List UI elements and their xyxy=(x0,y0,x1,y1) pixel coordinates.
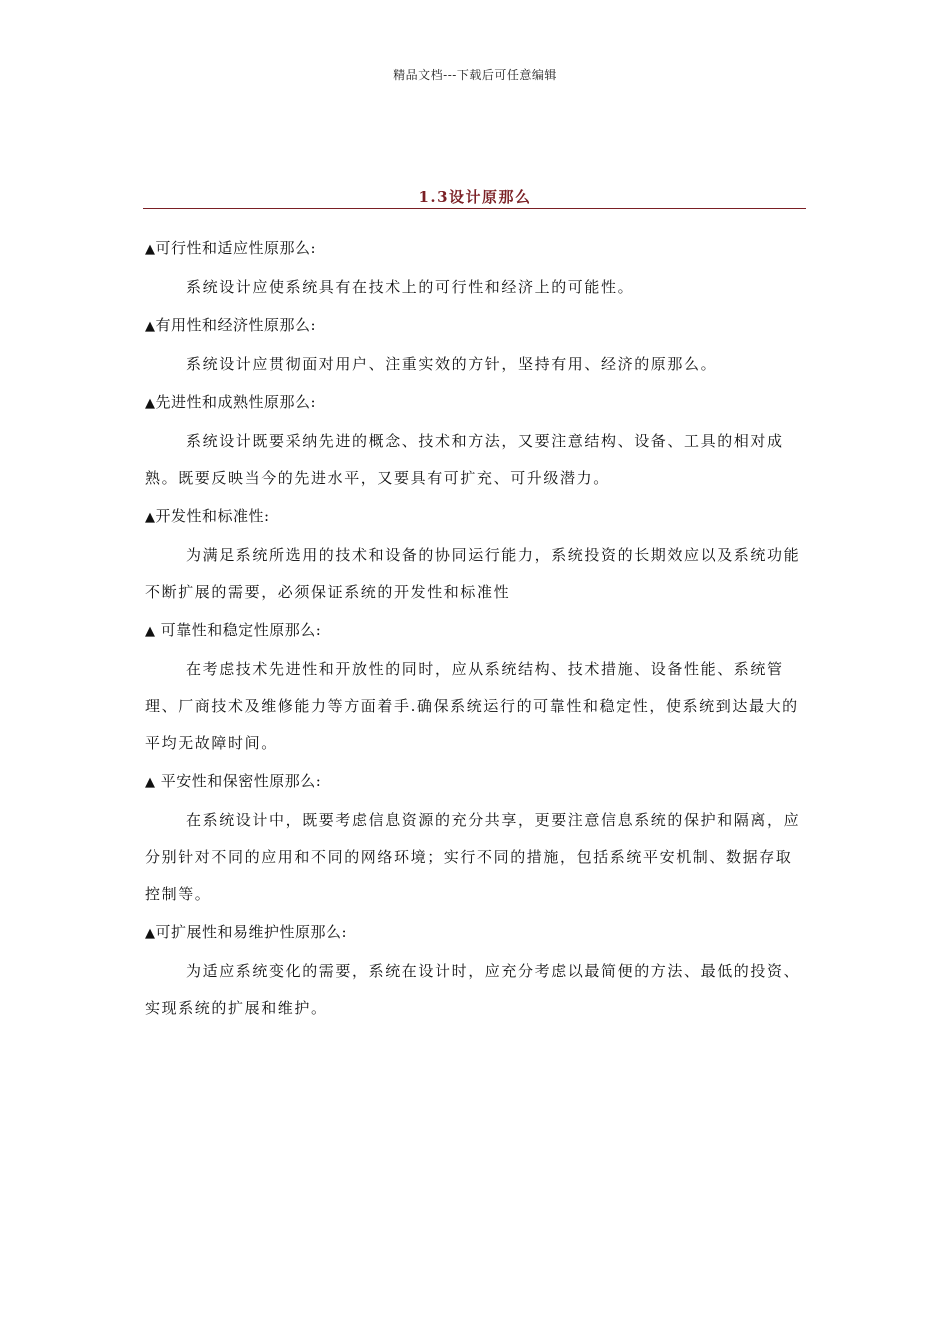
principle-advanced-maturity xyxy=(145,383,805,497)
page-header: 精品文档---下载后可任意编辑 xyxy=(393,68,557,82)
title-divider xyxy=(143,208,806,209)
document-body xyxy=(145,229,805,1027)
principle-body: 为适应系统变化的需要，系统在设计时，应充分考虑以最简便的方法、最低的投资、实现系统的扩展和维护。 xyxy=(145,962,801,1017)
principle-body: 系统设计既要采纳先进的概念、技术和方法，又要注意结构、设备、工具的相对成熟。既要反映当今的先进水平，又要具有可扩充、可升级潜力。 xyxy=(145,432,784,487)
principle-heading xyxy=(145,762,805,802)
principle-body: 系统设计应贯彻面对用户、注重实效的方针，坚持有用、经济的原那么。 xyxy=(186,355,718,373)
principle-heading-text: 可扩展性和易维护性原那么: xyxy=(155,923,348,941)
principle-body: 在考虑技术先进性和开放性的同时，应从系统结构、技术措施、设备性能、系统管理、厂商技术及维修能力等方面着手.确保系统运行的可靠性和稳定性，使系统到达最大的平均无故障时间。 xyxy=(145,660,799,752)
principle-feasibility xyxy=(145,229,805,306)
triangle-bullet-icon: ▲ xyxy=(145,510,156,525)
section-title: 1.3设计原那么 xyxy=(418,188,532,206)
principle-openness-standard xyxy=(145,497,805,611)
principle-heading-text: 先进性和成熟性原那么: xyxy=(155,393,317,411)
principle-heading xyxy=(145,306,805,346)
principle-heading xyxy=(145,229,805,269)
principle-heading-text: 可行性和适应性原那么: xyxy=(155,239,317,257)
triangle-bullet-icon: ▲ xyxy=(145,242,156,257)
principle-heading-text: 平安性和保密性原那么: xyxy=(155,772,322,790)
principle-heading xyxy=(145,383,805,423)
triangle-bullet-icon: ▲ xyxy=(145,926,156,941)
triangle-bullet-icon: ▲ xyxy=(145,775,156,790)
principle-heading xyxy=(145,913,805,953)
principle-reliability xyxy=(145,611,805,762)
triangle-bullet-icon: ▲ xyxy=(145,624,156,639)
triangle-bullet-icon: ▲ xyxy=(145,319,156,334)
principle-heading xyxy=(145,611,805,651)
principle-security xyxy=(145,762,805,913)
principle-heading-text: 开发性和标准性: xyxy=(155,507,270,525)
principle-body: 为满足系统所选用的技术和设备的协同运行能力，系统投资的长期效应以及系统功能不断扩展的需要，必须保证系统的开发性和标准性 xyxy=(145,546,801,601)
principle-body: 在系统设计中，既要考虑信息资源的充分共享，更要注意信息系统的保护和隔离，应分别针对不同的应用和不同的网络环境；实行不同的措施，包括系统平安机制、数据存取控制等。 xyxy=(145,811,801,903)
principle-heading-text: 有用性和经济性原那么: xyxy=(155,316,317,334)
principle-practicality xyxy=(145,306,805,383)
principle-extensibility xyxy=(145,913,805,1027)
principle-heading xyxy=(145,497,805,537)
triangle-bullet-icon: ▲ xyxy=(145,396,156,411)
principle-heading-text: 可靠性和稳定性原那么: xyxy=(155,621,322,639)
principle-body: 系统设计应使系统具有在技术上的可行性和经济上的可能性。 xyxy=(186,278,635,296)
